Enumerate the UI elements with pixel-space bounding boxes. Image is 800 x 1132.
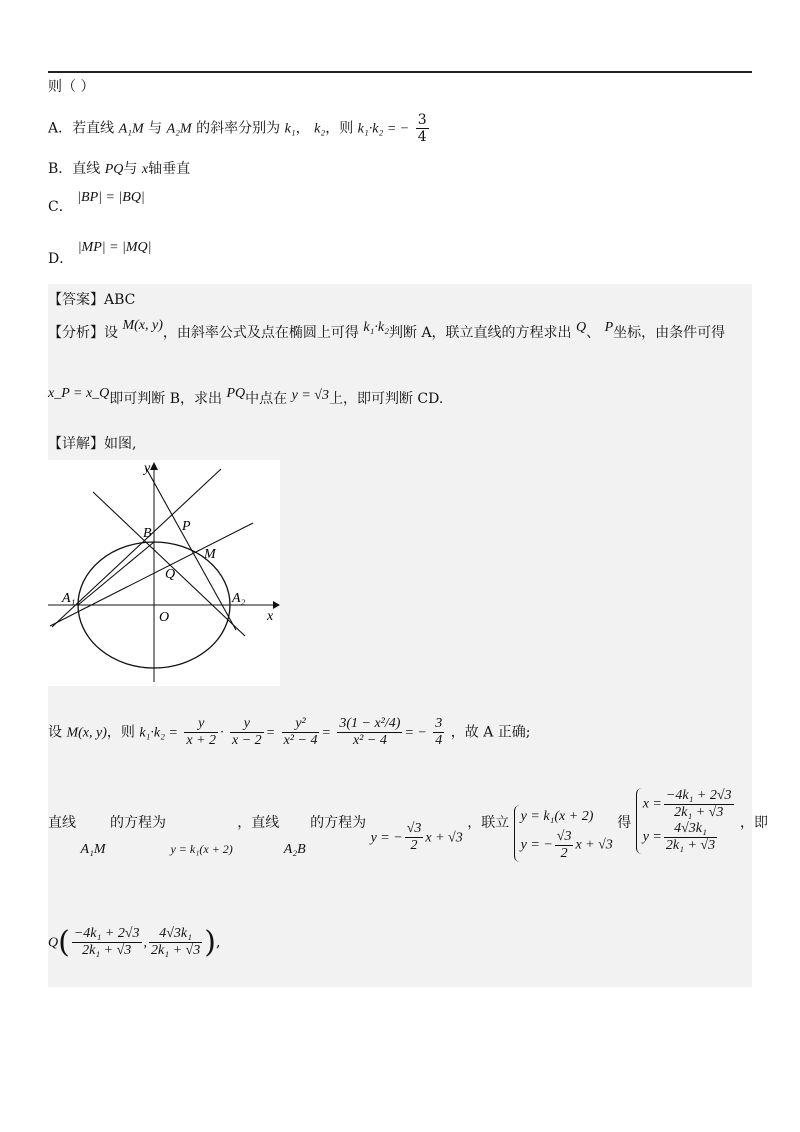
fraction: $\frac{y}{x - 2}$ xyxy=(232,716,262,748)
label-a1: A₁ xyxy=(62,591,76,606)
answer-line: 【答案】ABC xyxy=(48,292,136,308)
option-d: D． |MP| = |MQ| xyxy=(48,240,152,267)
label-m: M xyxy=(204,547,216,562)
label-q: Q xyxy=(165,567,176,582)
fraction: $\frac{\text{−4k₁ + 2√3}}{\text{2k₁ + √3}}$ xyxy=(73,926,140,958)
question-lead: 则（ ） xyxy=(48,79,95,95)
fraction: $\frac{\text{4√3k₁}}{\text{2k₁ + √3}}$ xyxy=(665,821,716,853)
label-a2: A₂ xyxy=(232,591,246,606)
label-b: B xyxy=(143,526,152,541)
equation-system: y = k₁(x + 2) y = − $\frac{√3}{2}$ x + √3 xyxy=(514,805,613,862)
ellipse-figure xyxy=(48,460,280,686)
solution-system: x = $\frac{\text{−4k₁ + 2√3}}{\text{2k₁ + √3}}$ y = $\frac{\text{4√3k₁}}{\text{2k₁ + √3}}$ xyxy=(636,788,736,854)
label-p: P xyxy=(182,519,191,534)
label-y: y xyxy=(144,461,151,476)
step-1: 设 M(x, y)，则 k₁·k₂ = $\frac{y}{x + 2}$ · $\frac{y}{x - 2}$ = $\frac{\text{y²}}{\text{x² − 4}}$ = $\frac{\text{3(1 − x²/4)}}{\text{x² − 4}}$ = − $\frac{3}{4}$ ，故 A 正确; xyxy=(48,716,531,748)
fraction: $\frac{y}{x + 2}$ xyxy=(186,716,217,748)
analysis-line-2: x_P = x_Q即可判断 B，求出 PQ中点在 y = √3上，即可判断 CD. xyxy=(48,386,444,407)
fraction: $\frac{3}{4}$ xyxy=(417,112,427,145)
fraction: $\frac{\text{4√3k₁}}{\text{2k₁ + √3}}$ xyxy=(151,926,201,958)
fraction: $\frac{\text{−4k₁ + 2√3}}{\text{2k₁ + √3}}$ xyxy=(665,788,732,820)
option-b: B．直线 PQ与 x轴垂直 xyxy=(48,161,191,177)
step-2: 直线 A₁M 的方程为 y = k₁(x + 2) ，直线 A₂B 的方程为 y = − $\frac{√3}{2}$ x + √3 ，联立 y = k₁(x + 2) y = − $\frac{√3}{2}$ x + √3 得 x = $\frac{\text{−4k₁ + 2√3}}{\text{2k₁ + √3}}$ y = $\frac{\text{4√3k₁}}{\text{2k₁ + √3}}$ ，即 xyxy=(48,788,769,861)
line-a2b-eq: y = − $\frac{√3}{2}$ x + √3 xyxy=(370,820,463,853)
top-rule xyxy=(48,71,752,73)
label-x: x xyxy=(267,609,274,624)
y-axis-arrow xyxy=(150,462,158,470)
step-3: Q( $\frac{\text{−4k₁ + 2√3}}{\text{2k₁ + √3}}$ , $\frac{\text{4√3k₁}}{\text{2k₁ + √3}}$ ), xyxy=(48,925,221,960)
line-a1-p xyxy=(52,469,221,627)
fraction: $\frac{√3}{2}$ xyxy=(556,828,572,861)
fraction: $\frac{\text{3(1 − x²/4)}}{\text{x² − 4}}$ xyxy=(339,716,401,748)
fraction: $\frac{\text{y²}}{\text{x² − 4}}$ xyxy=(283,716,318,748)
fraction: $\frac{3}{4}$ xyxy=(435,716,443,748)
line-a1-b xyxy=(78,542,154,605)
option-c: C． |BP| = |BQ| xyxy=(48,190,145,215)
analysis-line-1: 【分析】设 M(x, y)，由斜率公式及点在椭圆上可得 k₁·k₂判断 A，联立直线的方程求出 Q、 P坐标，由条件可得 xyxy=(48,318,726,341)
ellipse-diagram xyxy=(48,460,280,686)
fraction: $\frac{√3}{2}$ xyxy=(406,820,422,853)
line-p-a2 xyxy=(146,468,236,630)
option-a: A．若直线 A₁M 与 A₂M 的斜率分别为 k₁， k₂，则 k₁·k₂ = − $\frac{3}{4}$ xyxy=(48,112,427,145)
label-o: O xyxy=(159,610,170,625)
detail-line: 【详解】如图, xyxy=(48,436,137,452)
x-axis-arrow xyxy=(273,601,280,609)
